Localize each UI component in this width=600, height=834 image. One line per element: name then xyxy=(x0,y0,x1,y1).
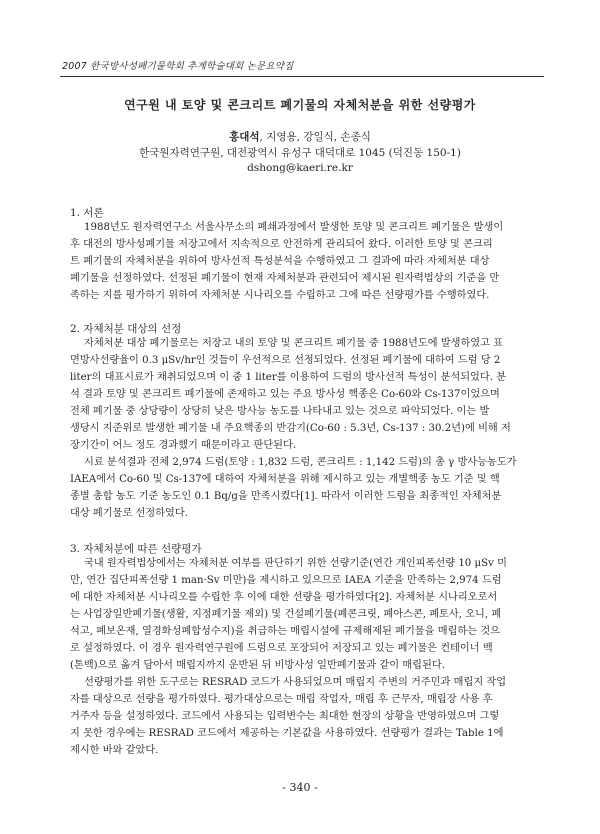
body-line: 장기간이 어느 정도 경과했기 때문이라고 판단된다. xyxy=(70,440,297,451)
body-line: 1988년도 원자력연구소 서울사무소의 폐쇄과정에서 발생한 토양 및 콘크리트 폐기물은 발생이 xyxy=(84,222,504,233)
body-line: 자를 대상으로 선량을 평가하였다. 평가대상으로는 매립 작업자, 매립 후 근무자, 매립장 사용 후 xyxy=(70,694,493,705)
header-rule xyxy=(60,76,544,77)
body-line: (톤백)으로 옮겨 담아서 매립지까지 운반된 뒤 비방사성 일반폐기물과 같이 매립된다. xyxy=(70,660,445,671)
body-line: 자체처분 대상 폐기물로는 저장고 내의 토양 및 콘크리트 폐기물 중 1988년도에 발생하였고 표 xyxy=(84,338,504,349)
body-line: 족하는 지를 평가하기 위하여 자체처분 시나리오를 수립하고 그에 따른 선량평가를 수행하였다. xyxy=(70,290,490,301)
body-line: IAEA에서 Co-60 및 Cs-137에 대하여 자체처분을 위해 제시하고 있는 개별핵종 농도 기준 및 핵 xyxy=(70,474,500,485)
running-header: 2007 한국방사성폐기물학회 추계학술대회 논문요약집 xyxy=(62,61,294,72)
body-line: 지 못한 경우에는 RESRAD 코드에서 제공하는 기본값을 사용하였다. 선량평가 결과는 Table 1에 xyxy=(70,728,504,739)
body-line: 석 결과 토양 및 콘크리트 폐기물에 존재하고 있는 주요 방사성 핵종은 Co-60와 Cs-137이었으며 xyxy=(70,389,500,400)
page-number: - 340 - xyxy=(282,781,318,794)
body-line: 거주자 등을 설정하였다. 코드에서 사용되는 입력변수는 최대한 현장의 상황을 반영하였으며 그렇 xyxy=(70,711,500,722)
body-line: 시료 분석결과 전체 2,974 드럼(토양 : 1,832 드럼, 콘크리트 : 1,142 드럼)의 총 γ 방사능농도가 xyxy=(84,457,517,468)
body-line: 는 사업장일반폐기물(생활, 지정폐기물 제외) 및 건설폐기물(폐콘크릿, 폐아스콘, 폐토사, 오니, 폐 xyxy=(70,609,502,620)
body-line: 생당시 지준위로 발생한 폐기물 내 주요핵종의 반감기(Co-60 : 5.3년, Cs-137 : 30.2년)에 비해 저 xyxy=(70,423,511,434)
body-line: 트 폐기물의 자체처분을 위하여 방사선적 특성분석을 수행하였고 그 결과에 따라 자체처분 대상 xyxy=(70,256,490,267)
paper-title: 연구원 내 토양 및 콘크리트 폐기물의 자체처분을 위한 선량평가 xyxy=(124,98,476,112)
body-line: 석고, 폐보온재, 열경화성폐합성수지)을 취급하는 매립시설에 규제해제된 폐기물을 매립하는 것으 xyxy=(70,626,500,637)
body-line: 대상 폐기물로 선정하였다. xyxy=(70,508,188,519)
body-line: 만, 연간 집단피폭선량 1 man·Sv 미만)을 제시하고 있으므로 IAEA 기준을 만족하는 2,974 드럼 xyxy=(70,575,502,586)
affiliation: 한국원자력연구원, 대전광역시 유성구 대덕대로 1045 (덕진동 150-1) xyxy=(139,147,461,159)
body-line: 로 설정하였다. 이 경우 원자력연구원에 드럼으로 포장되어 저장되고 있는 폐기물은 컨테이너 백 xyxy=(70,643,493,654)
body-line: 국내 원자력법상에서는 자체처분 여부를 판단하기 위한 선량기준(연간 개인피폭선량 10 μSv 미 xyxy=(84,558,507,569)
body-line: 종별 총합 농도 기준 농도인 0.1 Bq/g을 만족시켰다[1]. 따라서 이러한 드럼을 최종적인 자체처분 xyxy=(70,491,502,502)
section-title-selection: 2. 자체처분 대상의 선정 xyxy=(70,323,182,335)
body-line: 에 대한 자체처분 시나리오를 수립한 후 이에 대한 선량을 평가하였다[2]. 자체처분 시나리오로서 xyxy=(70,592,498,603)
co-authors: , 지영용, 강일식, 손종식 xyxy=(259,131,371,143)
body-line: 선량평가를 위한 도구로는 RESRAD 코드가 사용되었으며 매립지 주변의 거주민과 매립지 작업 xyxy=(84,677,507,688)
body-line: 전체 폐기물 중 상당량이 상당히 낮은 방사능 농도를 나타내고 있는 것으로 파악되었다. 이는 발 xyxy=(70,406,490,417)
lead-author: 홍대석 xyxy=(229,131,260,143)
body-line: 폐기물을 선정하였다. 선정된 폐기물이 현재 자체처분과 관련되어 제시된 원자력법상의 기준을 만 xyxy=(70,273,500,284)
section-title-dose: 3. 자체처분에 따른 선량평가 xyxy=(70,543,202,555)
body-line: 제시한 바와 같았다. xyxy=(70,745,159,756)
contact-email: dshong@kaeri.re.kr xyxy=(247,162,353,174)
body-line: 면방사선량율이 0.3 μSv/hr인 것들이 우선적으로 선정되었다. 선정된 폐기물에 대하여 드럼 당 2 xyxy=(70,355,501,366)
section-title-intro: 1. 서론 xyxy=(70,207,104,219)
author-list xyxy=(62,129,538,144)
body-line: 후 대전의 방사성폐기물 저장고에서 지속적으로 안전하게 관리되어 왔다. 이러한 토양 및 콘크리 xyxy=(70,239,493,250)
body-line: liter의 대표시료가 채취되었으며 이 중 1 liter를 이용하여 드럼의 방사선적 특성이 분석되었다. 분 xyxy=(70,372,507,383)
